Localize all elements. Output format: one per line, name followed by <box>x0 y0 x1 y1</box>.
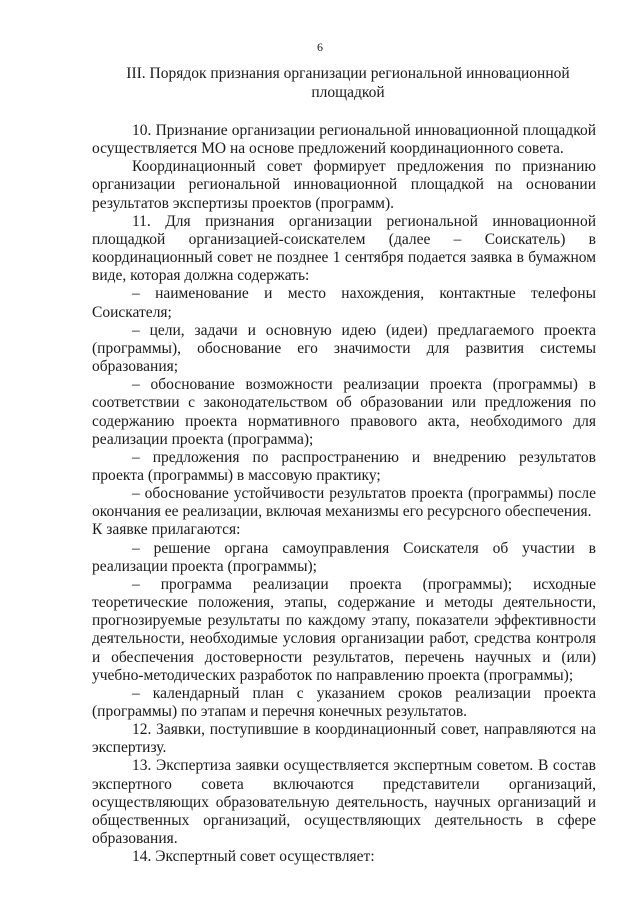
page-number: 6 <box>317 40 323 54</box>
paragraph: – программа реализации проекта (программы); исходные теоретические положения, этапы, содержание и методы деятельности, прогнозируемые результаты по каждому этапу, показатели эффективности деятельности, необходимые условия организации работ, средства контроля и обеспечения достоверности результатов, перечень научных и (или) учебно-методических разработок по направлению проекта (программы); <box>92 575 596 684</box>
paragraph: 11. Для признания организации региональной инновационной площадкой организацией-соискателем (далее – Соискатель) в координационный совет не позднее 1 сентября подается заявка в бумажном виде, которая должна содержать: <box>92 212 596 285</box>
paragraph: 10. Признание организации региональной инновационной площадкой осуществляется МО на основе предложений координационного совета. <box>92 122 596 158</box>
paragraph: – решение органа самоуправления Соискателя об участии в реализации проекта (программы); <box>92 539 596 575</box>
section-title: III. Порядок признания организации региональной инновационной площадкой <box>126 65 570 101</box>
paragraph: – обоснование возможности реализации проекта (программы) в соответствии с законодательством об образовании или предложения по содержанию проекта нормативного правового акта, необходимого для реализации проекта (программа); <box>92 376 596 448</box>
paragraph: – обоснование устойчивости результатов проекта (программы) после окончания ее реализации, включая механизмы его ресурсного обеспечения. <box>92 485 596 521</box>
paragraph: 14. Экспертный совет осуществляет: <box>132 848 375 866</box>
paragraph: Координационный совет формирует предложения по признанию организации региональной инновационной площадкой на основании результатов экспертизы проектов (программ). <box>92 158 596 212</box>
paragraph: К заявке прилагаются: <box>92 521 241 539</box>
paragraph: – предложения по распространению и внедрению результатов проекта (программы) в массовую практику; <box>92 448 596 484</box>
paragraph: 13. Экспертиза заявки осуществляется экспертным советом. В состав экспертного совета включаются представители организаций, осуществляющих образовательную деятельность, научных организаций и общественных организаций, осуществляющих деятельность в сфере образования. <box>92 757 596 848</box>
paragraph: – календарный план с указанием сроков реализации проекта (программы) по этапам и перечня конечных результатов. <box>92 684 596 720</box>
document-body <box>92 122 596 866</box>
paragraph: – наименование и место нахождения, контактные телефоны Соискателя; <box>92 285 596 321</box>
paragraph: – цели, задачи и основную идею (идеи) предлагаемого проекта (программы), обоснование его значимости для развития системы образования; <box>92 321 596 376</box>
paragraph: 12. Заявки, поступившие в координационный совет, направляются на экспертизу. <box>92 721 596 757</box>
